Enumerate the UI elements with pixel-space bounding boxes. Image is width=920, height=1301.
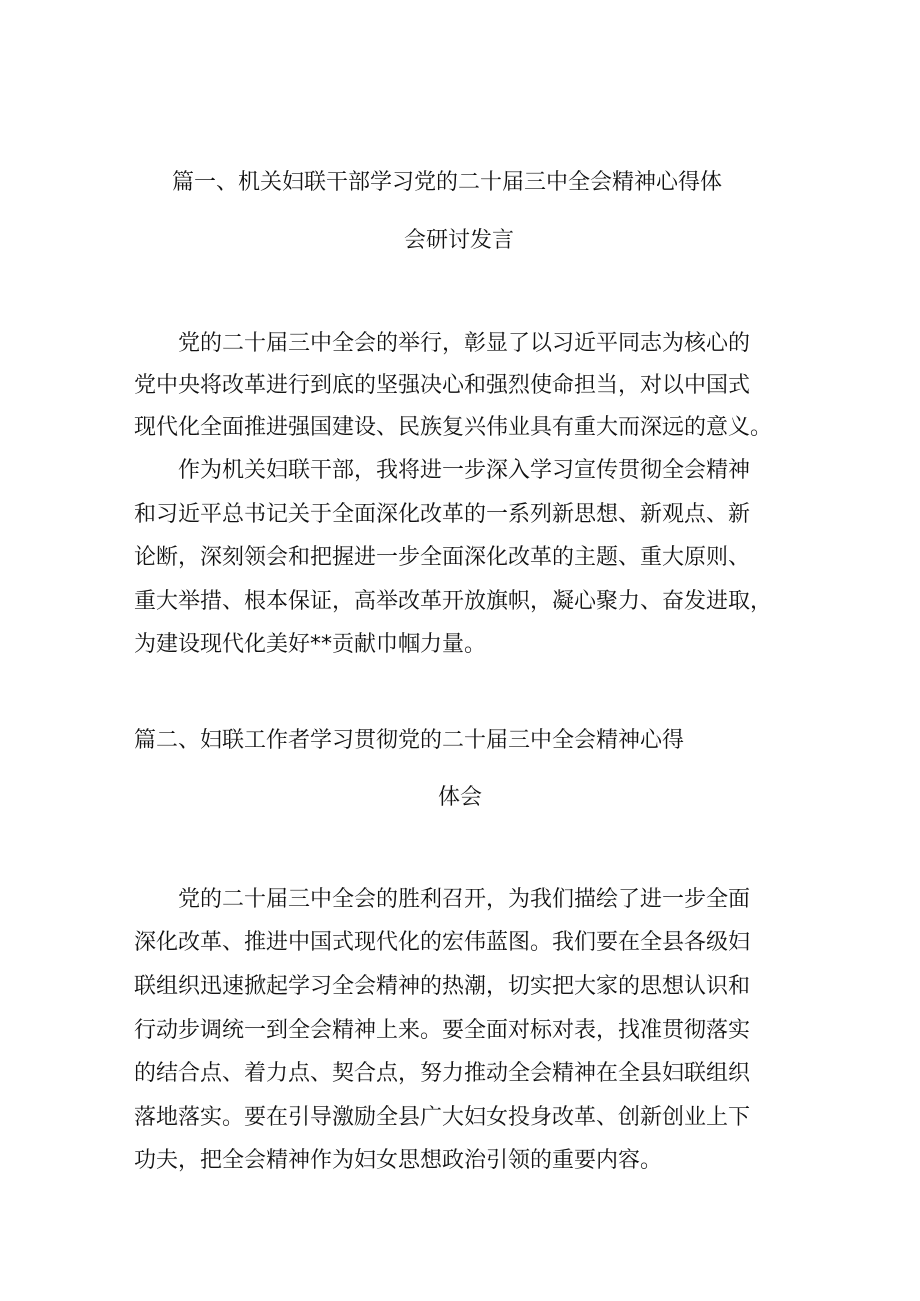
section2-paragraph1-line: 落地落实。要在引导激励全县广大妇女投身改革、创新创业上下 [134, 1105, 751, 1130]
section1-paragraph1-line: 现代化全面推进强国建设、民族复兴伟业具有重大而深远的意义。 [134, 415, 773, 440]
section1-paragraph1-line: 党的二十届三中全会的举行，彰显了以习近平同志为核心的 [178, 331, 751, 356]
section2-paragraph1-line: 功夫，把全会精神作为妇女思想政治引领的重要内容。 [134, 1148, 663, 1173]
section1-paragraph1-line: 党中央将改革进行到底的坚强决心和强烈使命担当，对以中国式 [134, 373, 751, 398]
section1-paragraph2-line: 重大举措、根本保证，高举改革开放旗帜，凝心聚力、奋发进取， [134, 589, 773, 614]
section2-paragraph1-line: 联组织迅速掀起学习全会精神的热潮，切实把大家的思想认识和 [134, 974, 751, 999]
section1-title-line1: 篇一、机关妇联干部学习党的二十届三中全会精神心得体 [172, 170, 723, 195]
section1-paragraph2-line: 论断，深刻领会和把握进一步全面深化改革的主题、重大原则、 [134, 545, 751, 570]
section2-title-line2: 体会 [438, 785, 483, 810]
section2-title-line1: 篇二、妇联工作者学习贯彻党的二十届三中全会精神心得 [134, 728, 685, 753]
section1-paragraph2-line: 作为机关妇联干部，我将进一步深入学习宣传贯彻全会精神 [178, 458, 751, 483]
section2-paragraph1-line: 党的二十届三中全会的胜利召开，为我们描绘了进一步全面 [178, 887, 751, 912]
section2-paragraph1-line: 的结合点、着力点、契合点，努力推动全会精神在全县妇联组织 [134, 1061, 751, 1086]
section1-title-line2: 会研讨发言 [404, 228, 515, 253]
section2-paragraph1-line: 深化改革、推进中国式现代化的宏伟蓝图。我们要在全县各级妇 [134, 930, 751, 955]
section1-paragraph2-line: 和习近平总书记关于全面深化改革的一系列新思想、新观点、新 [134, 502, 751, 527]
section2-paragraph1-line: 行动步调统一到全会精神上来。要全面对标对表，找准贯彻落实 [134, 1018, 751, 1043]
section1-paragraph2-line: 为建设现代化美好**贡献巾帼力量。 [134, 632, 487, 657]
